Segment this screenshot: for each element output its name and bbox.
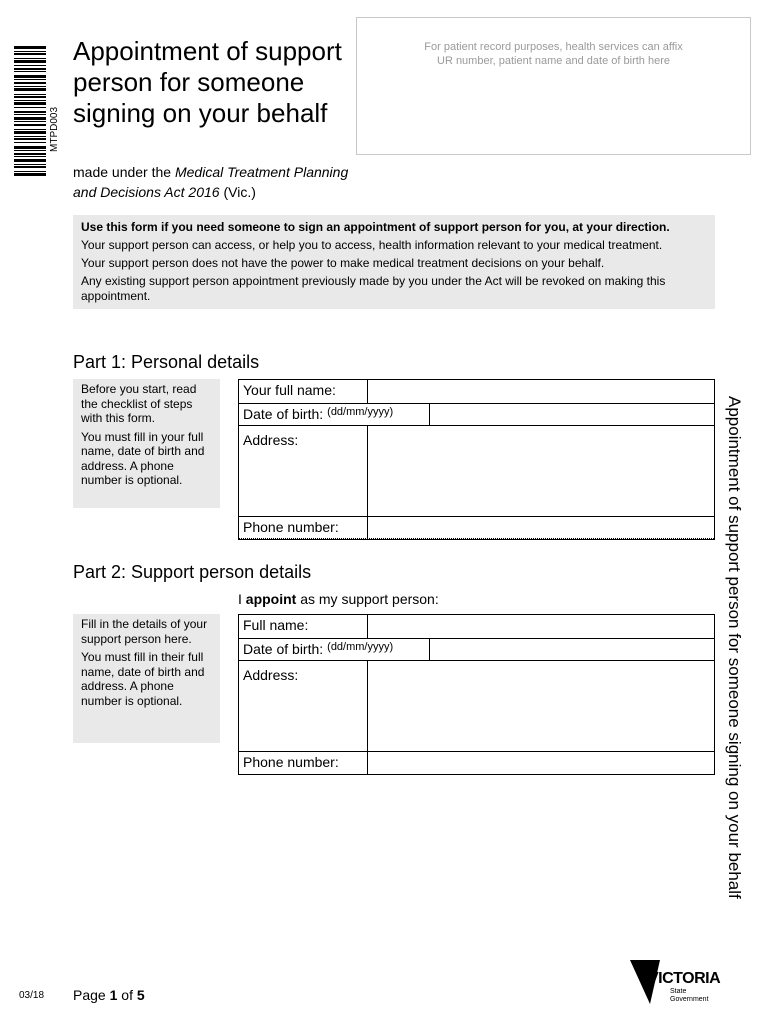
part1-address-row bbox=[239, 426, 714, 517]
part1-full-name-row bbox=[239, 380, 714, 404]
patient-record-box bbox=[356, 17, 751, 155]
part2-heading: Part 2: Support person details bbox=[73, 562, 312, 582]
subtitle-suffix: (Vic.) bbox=[219, 184, 256, 200]
part1-note-2: You must fill in your full name, date of birth and address. A phone number is optional. bbox=[81, 429, 205, 487]
part1-dob-label: Date of birth: (dd/mm/yyyy) bbox=[239, 404, 430, 425]
part2-dob-row bbox=[239, 639, 714, 661]
part2-phone-input[interactable] bbox=[368, 752, 714, 774]
part1-dob-row bbox=[239, 404, 714, 426]
form-title: Appointment of support person for someone signing on your behalf bbox=[73, 36, 342, 128]
barcode bbox=[14, 46, 46, 192]
intro-paragraph-3: Any existing support person appointment previously made by you under the Act will be revoked on making this appointment. bbox=[81, 274, 666, 303]
part1-phone-input[interactable] bbox=[368, 517, 714, 538]
part2-dob-input[interactable] bbox=[430, 639, 714, 660]
form-version-date: 03/18 bbox=[19, 990, 45, 1001]
part2-full-name-input[interactable] bbox=[368, 615, 714, 638]
logo-subtitle: State Government bbox=[670, 988, 709, 1003]
part2-note-2: You must fill in their full name, date of birth and address. A phone number is optional. bbox=[81, 650, 205, 708]
victoria-government-logo bbox=[630, 958, 720, 1004]
intro-paragraph-1: Your support person can access, or help you to access, health information relevant to your medical treatment. bbox=[81, 238, 663, 252]
intro-paragraph-2: Your support person does not have the power to make medical treatment decisions on your behalf. bbox=[81, 256, 605, 270]
intro-panel bbox=[73, 215, 715, 309]
part1-dob-input[interactable] bbox=[430, 404, 714, 425]
ur-box-line-1: For patient record purposes, health services can affix bbox=[424, 41, 683, 53]
ur-box-line-2: UR number, patient name and date of birth here bbox=[437, 55, 670, 67]
part1-address-label: Address: bbox=[239, 426, 368, 516]
part2-address-label: Address: bbox=[239, 661, 368, 751]
part2-phone-label: Phone number: bbox=[239, 752, 368, 774]
part2-address-row bbox=[239, 661, 714, 752]
part2-dob-label: Date of birth: (dd/mm/yyyy) bbox=[239, 639, 430, 660]
part2-note-1: Fill in the details of your support person here. bbox=[81, 617, 208, 646]
part1-full-name-label: Your full name: bbox=[239, 380, 368, 403]
part1-note bbox=[73, 379, 220, 508]
act-name: Medical Treatment Planning and Decisions Act 2016 bbox=[73, 164, 349, 200]
page-indicator: Page 1 of 5 bbox=[73, 987, 145, 1003]
appoint-word: appoint bbox=[245, 591, 297, 607]
part1-note-1: Before you start, read the checklist of steps with this form. bbox=[81, 382, 197, 425]
part1-form bbox=[238, 379, 715, 540]
part2-address-input[interactable] bbox=[368, 661, 714, 751]
part1-address-input[interactable] bbox=[368, 426, 714, 516]
part1-phone-label: Phone number: bbox=[239, 517, 368, 538]
total-pages: 5 bbox=[136, 987, 145, 1003]
intro-lead: Use this form if you need someone to sign an appointment of support person for you, at your direction. bbox=[81, 220, 670, 234]
logo-name: VICTORIA bbox=[648, 970, 721, 987]
vertical-form-title: Appointment of support person for someone signing on your behalf bbox=[725, 396, 744, 899]
part2-full-name-label: Full name: bbox=[239, 615, 368, 638]
barcode-code-container bbox=[49, 106, 63, 212]
part1-full-name-input[interactable] bbox=[368, 380, 714, 403]
form-subtitle bbox=[73, 162, 373, 202]
part2-form bbox=[238, 614, 715, 775]
current-page: 1 bbox=[109, 987, 118, 1003]
part2-full-name-row bbox=[239, 615, 714, 639]
barcode-code: MTPD003 bbox=[49, 106, 60, 152]
part1-heading: Part 1: Personal details bbox=[73, 352, 260, 372]
appoint-statement: I appoint as my support person: bbox=[238, 591, 439, 607]
part1-phone-row bbox=[239, 517, 714, 539]
part2-phone-row bbox=[239, 752, 714, 774]
part2-note bbox=[73, 614, 220, 743]
subtitle-prefix: made under the bbox=[73, 164, 175, 180]
